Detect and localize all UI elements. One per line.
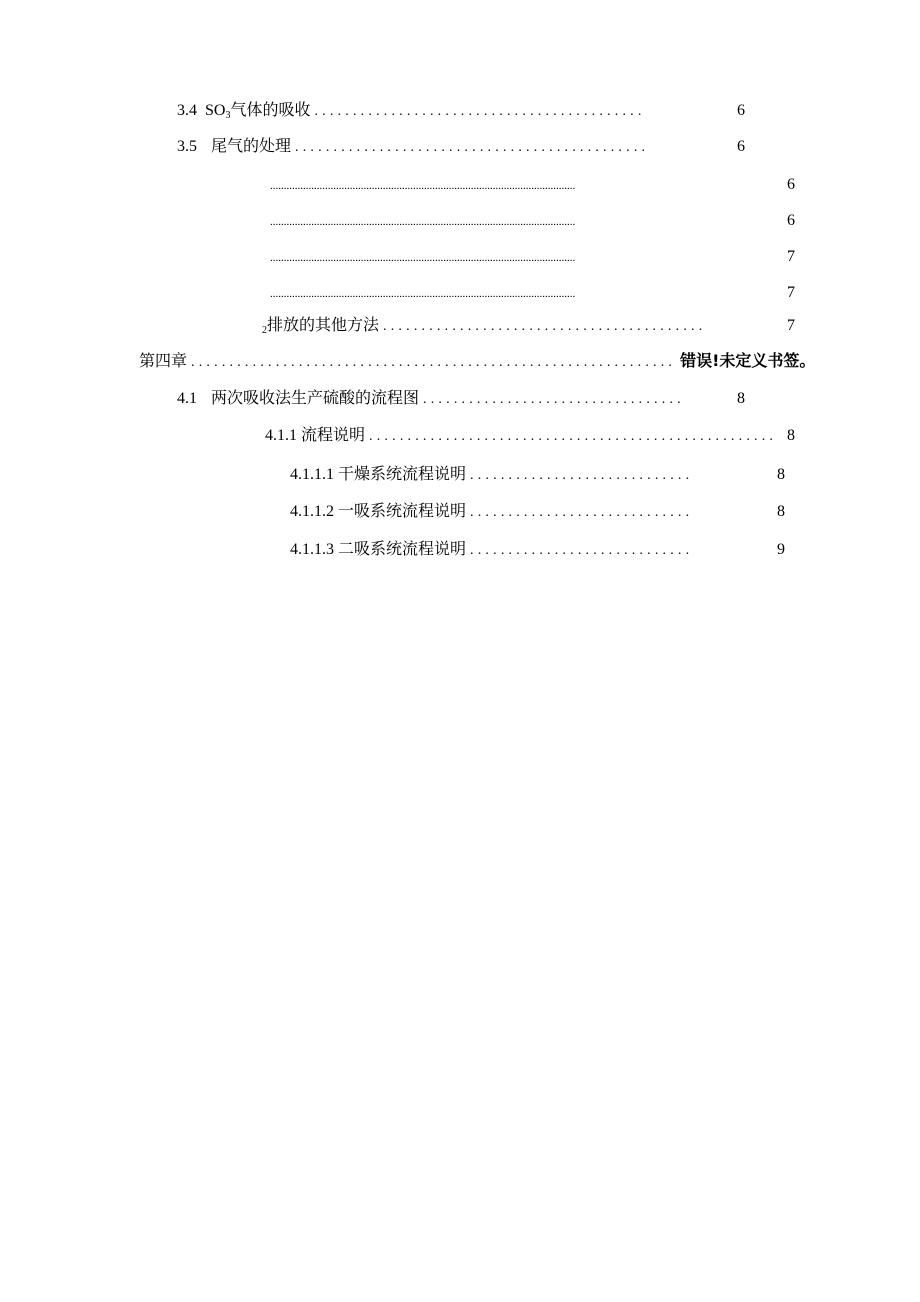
- toc-dot-leader: ...............................................................: [191, 355, 677, 370]
- toc-bookmark-error: 错误!未定义书签。: [680, 351, 816, 370]
- toc-entry-4-1-1-2[interactable]: [290, 502, 785, 523]
- toc-page-number: 8: [787, 427, 795, 444]
- toc-entry-4-1-1-3[interactable]: [290, 540, 785, 561]
- toc-entry-title: 第四章: [139, 353, 188, 370]
- toc-entry-untitled[interactable]: [270, 247, 795, 268]
- toc-dot-leader: .............................: [470, 543, 694, 558]
- toc-entry-chapter-4[interactable]: [139, 351, 816, 373]
- toc-dot-leader: ..............................................: [295, 140, 650, 155]
- toc-entry-so2-other-methods[interactable]: [262, 316, 795, 337]
- toc-page-number: 6: [737, 138, 745, 155]
- toc-dot-leader: ...............................................................................................................: [270, 288, 576, 300]
- toc-page-number: 6: [787, 212, 795, 229]
- toc-dot-leader: ...............................................................................................................: [270, 252, 576, 264]
- toc-page-number: 8: [737, 390, 745, 407]
- toc-dot-leader: ..................................: [423, 392, 685, 407]
- toc-dot-leader: ...............................................................................................................: [270, 216, 576, 228]
- toc-entry-title: 4.1.1.1 干燥系统流程说明: [290, 466, 467, 483]
- toc-entry-4-1-1[interactable]: [265, 426, 795, 447]
- toc-entry-untitled[interactable]: [270, 283, 795, 304]
- toc-dot-leader: .....................................................: [369, 429, 778, 444]
- toc-page-number: 7: [787, 248, 795, 265]
- toc-page-number: 6: [787, 176, 795, 193]
- toc-entry-title: 3.5 尾气的处理: [177, 138, 292, 155]
- toc-page-number: 7: [787, 317, 795, 334]
- toc-entry-untitled[interactable]: [270, 175, 795, 196]
- toc-entry-title: 4.1 两次吸收法生产硫酸的流程图: [177, 390, 420, 407]
- toc-dot-leader: ...............................................................................................................: [270, 180, 576, 192]
- toc-entry-title: 4.1.1 流程说明: [265, 427, 366, 444]
- toc-page-number: 7: [787, 284, 795, 301]
- toc-page-number: 6: [737, 102, 745, 119]
- toc-entry-title: 4.1.1.2 一吸系统流程说明: [290, 503, 467, 520]
- toc-entry-untitled[interactable]: [270, 211, 795, 232]
- toc-dot-leader: ..........................................: [383, 319, 707, 334]
- toc-page-number: 9: [777, 541, 785, 558]
- toc-entry-title: 3.4 $SO_3$气体的吸收: [177, 102, 311, 121]
- toc-entry-title: 4.1.1.3 二吸系统流程说明: [290, 541, 467, 558]
- toc-page-number: 8: [777, 503, 785, 520]
- toc-dot-leader: .............................: [470, 468, 694, 483]
- toc-dot-leader: .............................: [470, 505, 694, 520]
- toc-page-number: 8: [777, 466, 785, 483]
- toc-entry-title: $_2$排放的其他方法: [262, 317, 380, 336]
- toc-entry-3-4[interactable]: [177, 101, 745, 122]
- toc-entry-4-1[interactable]: [177, 389, 745, 410]
- toc-entry-4-1-1-1[interactable]: [290, 465, 785, 486]
- toc-entry-3-5[interactable]: [177, 137, 745, 158]
- toc-dot-leader: ...........................................: [314, 104, 646, 119]
